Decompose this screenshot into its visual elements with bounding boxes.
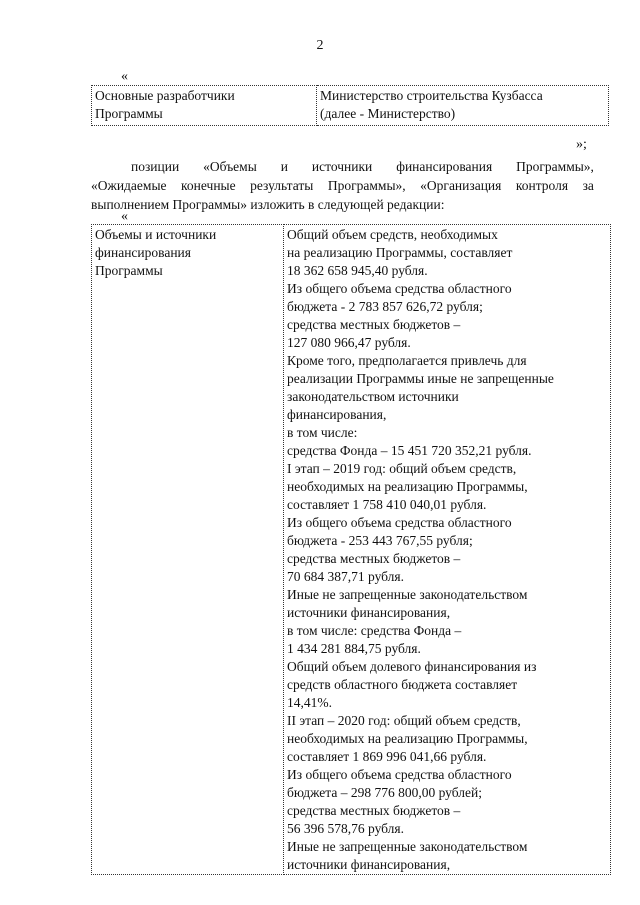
cell-line: средств областного бюджета составляет	[287, 677, 518, 692]
cell-line: 56 396 578,76 рубля.	[287, 821, 404, 836]
cell-line: Из общего объема средства областного	[287, 281, 512, 296]
cell-line: составляет 1 869 996 041,66 рубля.	[287, 749, 487, 764]
cell-line: 127 080 966,47 рубля.	[287, 335, 411, 350]
cell-line: Иные не запрещенные законодательством	[287, 839, 528, 854]
cell-line: Иные не запрещенные законодательством	[287, 587, 528, 602]
word: и	[280, 159, 288, 174]
cell-line: Из общего объема средства областного	[287, 515, 512, 530]
paragraph-line-3: выполнением Программы» изложить в следующей редакции:	[91, 197, 445, 212]
cell-line: необходимых на реализацию Программы,	[287, 731, 528, 746]
cell-line: I этап – 2019 год: общий объем средств,	[287, 461, 517, 476]
cell-line: средства местных бюджетов –	[287, 803, 461, 818]
cell-line: источники финансирования,	[287, 857, 451, 872]
cell-line: Общий объем долевого финансирования из	[287, 659, 537, 674]
word: «Ожидаемые	[91, 178, 167, 193]
cell-line: составляет 1 758 410 040,01 рубля.	[287, 497, 487, 512]
cell-line: Министерство строительства Кузбасса	[320, 88, 543, 103]
paragraph-line-1	[91, 157, 594, 176]
cell-line: бюджета - 253 443 767,55 рубля;	[287, 533, 473, 548]
word: результаты	[250, 178, 314, 193]
cell-line: Из общего объема средства областного	[287, 767, 512, 782]
word: «Организация	[420, 178, 502, 193]
cell-line: бюджета - 2 783 857 626,72 рубля;	[287, 299, 483, 314]
developers-value-cell	[317, 86, 609, 126]
cell-line: реализации Программы иные не запрещенные	[287, 371, 554, 386]
cell-line: средства местных бюджетов –	[287, 317, 461, 332]
cell-line: 1 434 281 884,75 рубля.	[287, 641, 421, 656]
funding-label-cell	[92, 225, 284, 875]
cell-line: необходимых на реализацию Программы,	[287, 479, 528, 494]
developers-label-cell	[92, 86, 317, 126]
page-number: 2	[316, 38, 324, 53]
cell-line: Объемы и источники	[95, 227, 217, 242]
amendment-paragraph	[91, 157, 594, 214]
word: контроля	[515, 178, 569, 193]
word: Программы»,	[516, 159, 594, 174]
cell-line: Кроме того, предполагается привлечь для	[287, 353, 527, 368]
cell-line: финансирования	[95, 245, 191, 260]
word: за	[582, 178, 594, 193]
cell-line: финансирования,	[287, 407, 387, 422]
word: источники	[311, 159, 373, 174]
cell-line: в том числе: средства Фонда –	[287, 623, 462, 638]
table-row	[92, 86, 609, 126]
closing-quote-mark: »;	[576, 137, 587, 152]
word: Программы»,	[327, 178, 406, 193]
word: позиции	[131, 159, 180, 174]
table-row	[92, 225, 611, 875]
cell-line: 70 684 387,71 рубля.	[287, 569, 404, 584]
cell-line: Программы	[95, 106, 163, 121]
cell-line: на реализацию Программы, составляет	[287, 245, 513, 260]
developers-table	[91, 85, 609, 126]
paragraph-line-2	[91, 176, 594, 195]
cell-line: Основные разработчики	[95, 88, 235, 103]
funding-value-cell	[284, 225, 611, 875]
cell-line: средства местных бюджетов –	[287, 551, 461, 566]
cell-line: в том числе:	[287, 425, 358, 440]
funding-table	[91, 224, 611, 875]
cell-line: 18 362 658 945,40 рубля.	[287, 263, 428, 278]
cell-line: бюджета – 298 776 800,00 рублей;	[287, 785, 482, 800]
cell-line: источники финансирования,	[287, 605, 451, 620]
cell-line: Программы	[95, 263, 163, 278]
cell-line: средства Фонда – 15 451 720 352,21 рубля.	[287, 443, 532, 458]
cell-line: законодательством источники	[287, 389, 459, 404]
cell-line: Общий объем средств, необходимых	[287, 227, 498, 242]
cell-line: (далее - Министерство)	[320, 106, 456, 121]
word: конечные	[181, 178, 236, 193]
word: финансирования	[396, 159, 493, 174]
cell-line: 14,41%.	[287, 695, 332, 710]
word: «Объемы	[203, 159, 257, 174]
cell-line: II этап – 2020 год: общий объем средств,	[287, 713, 521, 728]
opening-quote-mark-2: «	[121, 209, 128, 224]
opening-quote-mark: «	[121, 69, 128, 84]
